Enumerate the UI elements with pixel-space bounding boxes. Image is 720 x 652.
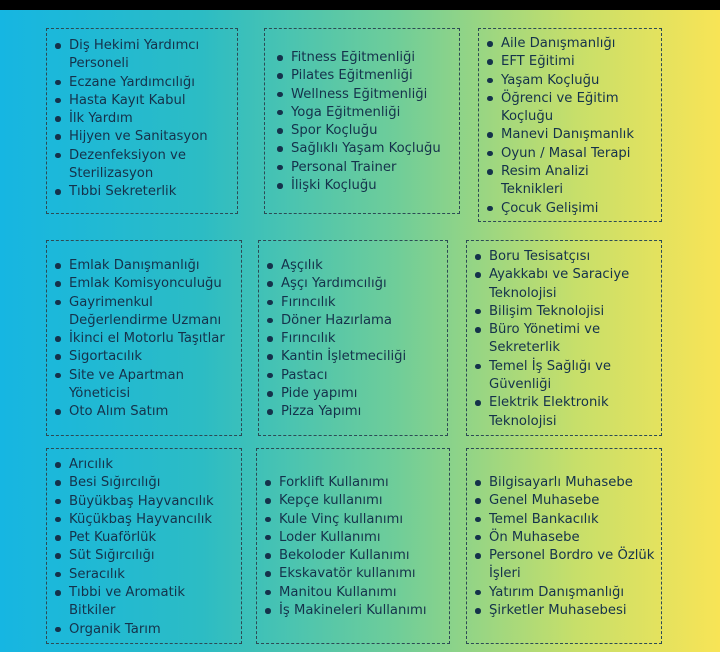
list-item: Aşçı Yardımcılığı bbox=[259, 275, 445, 293]
list-item: Diş Hekimi Yardımcı Personeli bbox=[47, 37, 223, 74]
list-item: Tıbbi Sekreterlik bbox=[47, 183, 223, 201]
list-item: Aşçılık bbox=[259, 257, 445, 275]
list-item: Bilişim Teknolojisi bbox=[467, 303, 653, 321]
course-box-real-estate bbox=[46, 240, 242, 436]
list-item: Personel Bordro ve Özlük İşleri bbox=[467, 547, 661, 584]
list-item: Temel Bankacılık bbox=[467, 511, 661, 529]
list-item: İlk Yardım bbox=[47, 110, 223, 128]
list-item: İş Makineleri Kullanımı bbox=[257, 602, 449, 620]
list-item: Bekoloder Kullanımı bbox=[257, 547, 449, 565]
list-item: Eczane Yardımcılığı bbox=[47, 74, 223, 92]
list-item: Süt Sığırcılığı bbox=[47, 547, 233, 565]
list-item: EFT Eğitimi bbox=[479, 53, 651, 71]
course-list bbox=[47, 257, 239, 422]
top-black-bar bbox=[0, 0, 720, 10]
list-item: Elektrik Elektronik Teknolojisi bbox=[467, 394, 653, 431]
list-item: Site ve Apartman Yöneticisi bbox=[47, 367, 239, 404]
list-item: Organik Tarım bbox=[47, 621, 233, 639]
course-box-culinary bbox=[258, 240, 448, 436]
list-item: Pide yapımı bbox=[259, 385, 445, 403]
list-item: Fitness Eğitmenliği bbox=[269, 49, 457, 67]
list-item: Forklift Kullanımı bbox=[257, 474, 449, 492]
course-list bbox=[269, 49, 457, 195]
list-item: Aile Danışmanlığı bbox=[479, 35, 651, 53]
course-list bbox=[257, 474, 449, 620]
list-item: Arıcılık bbox=[47, 456, 233, 474]
list-item: Wellness Eğitmenliği bbox=[269, 86, 457, 104]
course-list bbox=[47, 456, 233, 639]
list-item: Genel Muhasebe bbox=[467, 492, 661, 510]
list-item: Resim Analizi Teknikleri bbox=[479, 163, 651, 200]
list-item: Kule Vinç kullanımı bbox=[257, 511, 449, 529]
list-item: Döner Hazırlama bbox=[259, 312, 445, 330]
list-item: İkinci el Motorlu Taşıtlar bbox=[47, 330, 239, 348]
course-box-fitness bbox=[264, 28, 460, 214]
list-item: Yatırım Danışmanlığı bbox=[467, 584, 661, 602]
list-item: Ön Muhasebe bbox=[467, 529, 661, 547]
list-item: Spor Koçluğu bbox=[269, 122, 457, 140]
course-box-livestock bbox=[46, 448, 242, 644]
list-item: Bilgisayarlı Muhasebe bbox=[467, 474, 661, 492]
list-item: Kantin İşletmeciliği bbox=[259, 348, 445, 366]
list-item: Pastacı bbox=[259, 367, 445, 385]
course-box-technical bbox=[466, 240, 662, 436]
list-item: Oto Alım Satım bbox=[47, 403, 239, 421]
course-box-counseling bbox=[478, 28, 662, 222]
list-item: Besi Sığırcılığı bbox=[47, 474, 233, 492]
list-item: Fırıncılık bbox=[259, 294, 445, 312]
list-item: Manitou Kullanımı bbox=[257, 584, 449, 602]
course-box-machinery bbox=[256, 448, 450, 644]
list-item: Personal Trainer bbox=[269, 159, 457, 177]
list-item: Şirketler Muhasebesi bbox=[467, 602, 661, 620]
list-item: Ekskavatör kullanımı bbox=[257, 565, 449, 583]
list-item: Manevi Danışmanlık bbox=[479, 126, 651, 144]
list-item: Emlak Danışmanlığı bbox=[47, 257, 239, 275]
course-box-accounting bbox=[466, 448, 662, 644]
list-item: Ayakkabı ve Saraciye Teknolojisi bbox=[467, 266, 653, 303]
list-item: Çocuk Gelişimi bbox=[479, 200, 651, 218]
course-box-health bbox=[46, 28, 238, 214]
list-item: Yaşam Koçluğu bbox=[479, 72, 651, 90]
list-item: Temel İş Sağlığı ve Güvenliği bbox=[467, 358, 653, 395]
list-item: Kepçe kullanımı bbox=[257, 492, 449, 510]
list-item: Pizza Yapımı bbox=[259, 403, 445, 421]
list-item: Fırıncılık bbox=[259, 330, 445, 348]
list-item: Hijyen ve Sanitasyon bbox=[47, 128, 223, 146]
list-item: İlişki Koçluğu bbox=[269, 177, 457, 195]
list-item: Hasta Kayıt Kabul bbox=[47, 92, 223, 110]
course-list bbox=[467, 248, 653, 431]
list-item: Sağlıklı Yaşam Koçluğu bbox=[269, 140, 457, 158]
list-item: Emlak Komisyonculuğu bbox=[47, 275, 239, 293]
list-item: Öğrenci ve Eğitim Koçluğu bbox=[479, 90, 651, 127]
course-list bbox=[47, 37, 223, 202]
list-item: Pet Kuaförlük bbox=[47, 529, 233, 547]
list-item: Gayrimenkul Değerlendirme Uzmanı bbox=[47, 294, 239, 331]
list-item: Boru Tesisatçısı bbox=[467, 248, 653, 266]
list-item: Büyükbaş Hayvancılık bbox=[47, 493, 233, 511]
course-list bbox=[259, 257, 445, 422]
list-item: Loder Kullanımı bbox=[257, 529, 449, 547]
list-item: Seracılık bbox=[47, 566, 233, 584]
list-item: Pilates Eğitmenliği bbox=[269, 67, 457, 85]
list-item: Yoga Eğitmenliği bbox=[269, 104, 457, 122]
list-item: Büro Yönetimi ve Sekreterlik bbox=[467, 321, 653, 358]
list-item: Oyun / Masal Terapi bbox=[479, 145, 651, 163]
list-item: Tıbbi ve Aromatik Bitkiler bbox=[47, 584, 233, 621]
course-list bbox=[479, 35, 651, 218]
list-item: Sigortacılık bbox=[47, 348, 239, 366]
list-item: Dezenfeksiyon ve Sterilizasyon bbox=[47, 147, 223, 184]
course-list bbox=[467, 474, 661, 620]
list-item: Küçükbaş Hayvancılık bbox=[47, 511, 233, 529]
